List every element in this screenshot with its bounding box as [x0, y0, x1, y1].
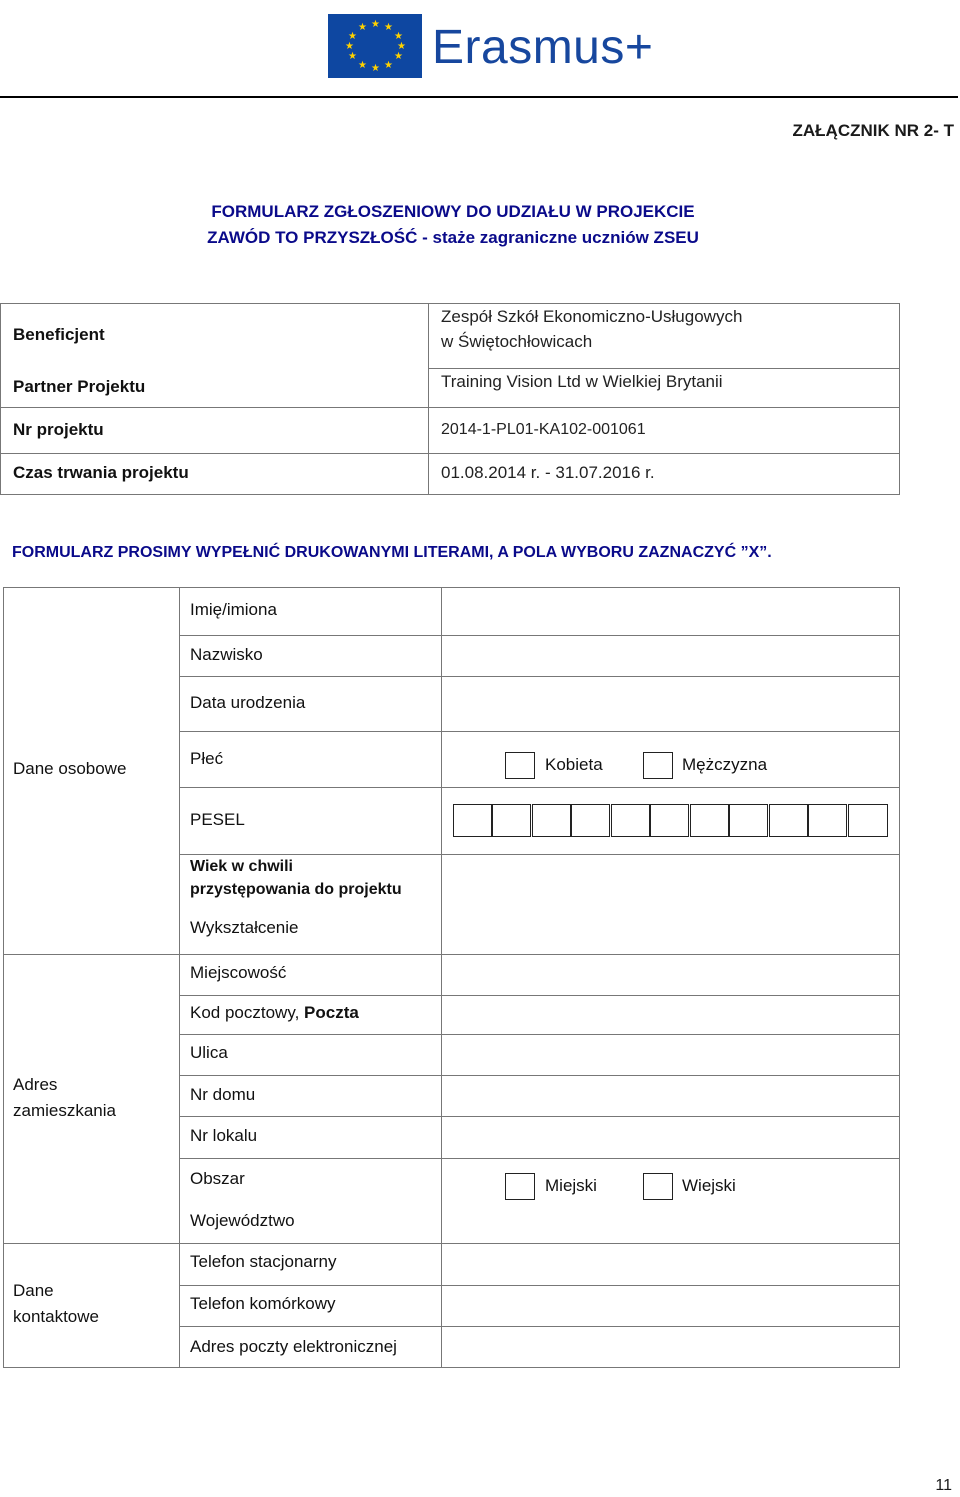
first-name-field[interactable]: [442, 588, 899, 635]
pesel-digit-11[interactable]: [848, 804, 888, 837]
pesel-digit-4[interactable]: [571, 804, 610, 837]
eu-flag-icon: ★ ★ ★ ★ ★ ★ ★ ★ ★ ★ ★ ★: [328, 14, 422, 78]
gender-label: Płeć: [190, 749, 224, 768]
age-education-field[interactable]: [442, 855, 899, 953]
street-label: Ulica: [190, 1043, 228, 1062]
partner-label: Partner Projektu: [13, 377, 146, 396]
postal-code-text: Kod pocztowy,: [190, 1003, 305, 1022]
house-number-label: Nr domu: [190, 1085, 256, 1104]
education-label: Wykształcenie: [190, 918, 299, 937]
street-field[interactable]: [442, 1035, 899, 1075]
project-number-value: 2014-1-PL01-KA102-001061: [441, 421, 646, 438]
post-office-text: Poczta: [304, 1003, 359, 1022]
apartment-number-label: Nr lokalu: [190, 1126, 258, 1145]
form-title-line-2: ZAWÓD TO PRZYSZŁOŚĆ - staże zagraniczne uczniów ZSEU: [207, 228, 699, 247]
gender-male-checkbox[interactable]: [643, 752, 673, 779]
area-rural-label: Wiejski: [682, 1176, 736, 1195]
header-divider: [0, 96, 958, 98]
last-name-label: Nazwisko: [190, 645, 263, 664]
logo-wordmark: Erasmus+: [432, 21, 654, 74]
section-address-line-1: Adres: [13, 1075, 58, 1094]
project-duration-label: Czas trwania projektu: [13, 463, 189, 482]
pesel-digit-5[interactable]: [611, 804, 650, 837]
fill-instruction: FORMULARZ PROSIMY WYPEŁNIĆ DRUKOWANYMI LITERAMI, A POLA WYBORU ZAZNACZYĆ ”X”.: [12, 544, 772, 561]
voivodeship-label: Województwo: [190, 1211, 295, 1230]
partner-value: Training Vision Ltd w Wielkiej Brytanii: [441, 372, 723, 391]
birth-date-label: Data urodzenia: [190, 693, 306, 712]
gender-female-label: Kobieta: [545, 755, 603, 774]
mobile-label: Telefon komórkowy: [190, 1294, 336, 1313]
first-name-label: Imię/imiona: [190, 600, 277, 619]
area-urban-label: Miejski: [545, 1176, 597, 1195]
pesel-label: PESEL: [190, 810, 245, 829]
pesel-digit-6[interactable]: [650, 804, 689, 837]
project-number-label: Nr projektu: [13, 420, 104, 439]
project-duration-value: 01.08.2014 r. - 31.07.2016 r.: [441, 463, 655, 482]
area-rural-checkbox[interactable]: [643, 1173, 673, 1200]
pesel-digit-2[interactable]: [492, 804, 531, 837]
apartment-number-field[interactable]: [442, 1117, 899, 1158]
beneficiary-value-line-1: Zespół Szkół Ekonomiczno-Usługowych: [441, 307, 743, 326]
landline-label: Telefon stacjonarny: [190, 1252, 337, 1271]
pesel-digit-10[interactable]: [808, 804, 847, 837]
pesel-digit-1[interactable]: [453, 804, 492, 837]
birth-date-field[interactable]: [442, 677, 899, 731]
last-name-field[interactable]: [442, 636, 899, 676]
postal-code-field[interactable]: [442, 996, 899, 1034]
section-contact-line-2: kontaktowe: [13, 1307, 99, 1326]
age-label-line-1: Wiek w chwili: [190, 858, 293, 875]
pesel-digit-3[interactable]: [532, 804, 571, 837]
beneficiary-label: Beneficjent: [13, 325, 105, 344]
postal-code-label: [190, 1003, 359, 1023]
city-field[interactable]: [442, 955, 899, 995]
gender-female-checkbox[interactable]: [505, 752, 535, 779]
section-address-line-2: zamieszkania: [13, 1101, 116, 1120]
area-urban-checkbox[interactable]: [505, 1173, 535, 1200]
pesel-digit-7[interactable]: [690, 804, 729, 837]
email-label: Adres poczty elektronicznej: [190, 1337, 397, 1356]
section-contact-line-1: Dane: [13, 1281, 54, 1300]
annex-label: ZAŁĄCZNIK NR 2- T: [792, 121, 954, 140]
page-number: 11: [935, 1477, 952, 1494]
house-number-field[interactable]: [442, 1076, 899, 1116]
beneficiary-value-line-2: w Świętochłowicach: [441, 332, 593, 351]
pesel-digit-8[interactable]: [729, 804, 768, 837]
erasmus-plus-logo: [328, 14, 654, 78]
section-personal-data: Dane osobowe: [13, 759, 127, 778]
city-label: Miejscowość: [190, 963, 287, 982]
area-label: Obszar: [190, 1169, 245, 1188]
gender-male-label: Mężczyzna: [682, 755, 768, 774]
email-field[interactable]: [442, 1327, 899, 1367]
age-label-line-2: przystępowania do projektu: [190, 881, 402, 898]
form-title-line-1: FORMULARZ ZGŁOSZENIOWY DO UDZIAŁU W PROJEKCIE: [211, 202, 695, 221]
mobile-field[interactable]: [442, 1286, 899, 1326]
landline-field[interactable]: [442, 1244, 899, 1285]
pesel-digit-9[interactable]: [769, 804, 808, 837]
